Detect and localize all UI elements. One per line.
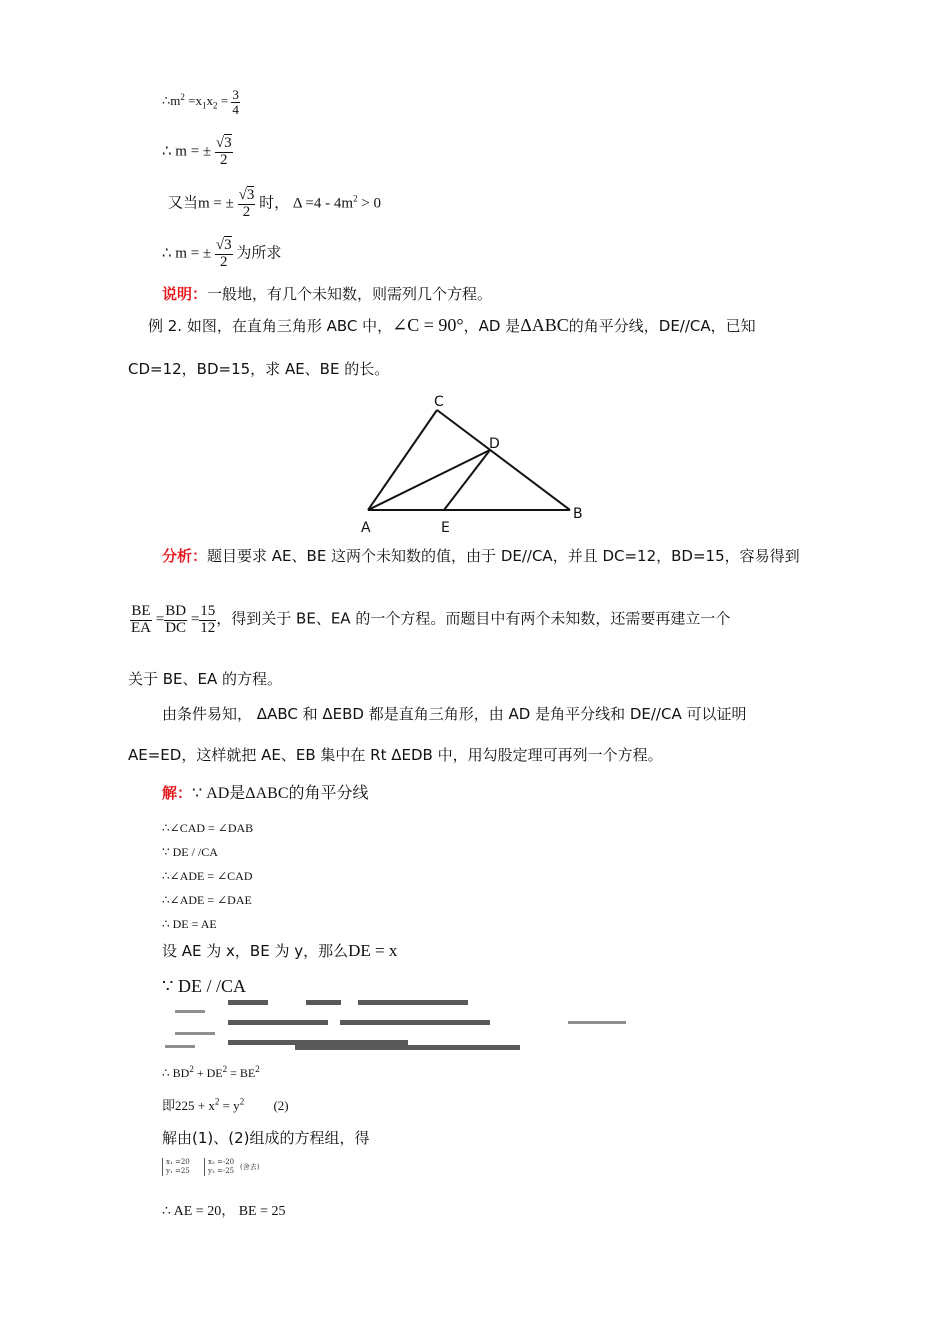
eq-m-value bbox=[162, 136, 233, 169]
label-c: C bbox=[434, 394, 444, 410]
text: ∴ BD bbox=[162, 1066, 190, 1080]
text: = BE bbox=[227, 1066, 256, 1080]
label-d: D bbox=[489, 436, 500, 452]
delta-symbol: Δ bbox=[391, 746, 402, 764]
text: ，AD 是 bbox=[463, 317, 521, 335]
delta-symbol: Δ bbox=[322, 705, 333, 723]
triangle-figure bbox=[355, 390, 595, 535]
equation-tag: (2) bbox=[273, 1098, 289, 1113]
numerator: BD bbox=[165, 603, 187, 619]
blur-mark bbox=[306, 1000, 341, 1005]
denominator: DC bbox=[165, 619, 187, 636]
segment-de bbox=[444, 450, 490, 510]
text: ∴∠CAD = ∠DAB bbox=[162, 821, 254, 835]
numerator: √3 bbox=[215, 237, 232, 253]
label-e: E bbox=[441, 520, 450, 535]
text: AE=ED，这样就把 AE、EB 集中在 Rt bbox=[128, 746, 387, 764]
radicand: 3 bbox=[224, 135, 232, 151]
text: 关于 BE、EA 的方程。 bbox=[128, 670, 283, 688]
text: 解由(1)、(2)组成的方程组，得 bbox=[162, 1129, 370, 1147]
blur-mark bbox=[165, 1045, 195, 1048]
note-label: 说明： bbox=[162, 285, 208, 303]
fraction bbox=[215, 238, 233, 271]
blur-mark bbox=[340, 1020, 490, 1025]
text: ∵ DE / /CA bbox=[162, 976, 246, 996]
text: ∴ m = ± bbox=[162, 245, 212, 262]
system-bracket-2 bbox=[204, 1158, 234, 1176]
analysis-line-3 bbox=[128, 668, 282, 689]
text: 题目要求 AE、BE 这两个未知数的值，由于 DE//CA，并且 DC=12，BD=15，容易得到 bbox=[207, 547, 800, 565]
fraction bbox=[130, 604, 152, 637]
text: + DE bbox=[193, 1066, 223, 1080]
text: 设 AE 为 x，BE 为 y，那么 bbox=[162, 942, 349, 960]
blur-mark bbox=[568, 1021, 626, 1024]
numerator: BE bbox=[131, 603, 151, 619]
analysis-line-1 bbox=[162, 545, 800, 566]
fraction bbox=[199, 604, 216, 637]
text: ∵ AD是ΔABC的角平分线 bbox=[192, 785, 369, 802]
text: 又当m = ± bbox=[168, 195, 234, 212]
text: x bbox=[206, 93, 213, 109]
solution-step-5 bbox=[162, 917, 217, 932]
fraction bbox=[238, 188, 256, 221]
system-value: x₂ =-20 bbox=[208, 1158, 235, 1166]
text: = bbox=[220, 93, 229, 109]
blur-mark bbox=[358, 1000, 468, 1005]
solution-solve-line bbox=[162, 1127, 370, 1148]
radicand: 3 bbox=[246, 187, 255, 203]
exponent: 2 bbox=[239, 1096, 245, 1107]
numerator: √3 bbox=[238, 187, 255, 203]
radicand: 3 bbox=[224, 237, 232, 253]
blur-mark bbox=[295, 1045, 520, 1050]
segment-ad bbox=[368, 450, 490, 510]
example-line-1 bbox=[148, 315, 756, 336]
text: 的角平分线，DE//CA，已知 bbox=[568, 317, 756, 335]
system-value: x₁ =20 bbox=[166, 1158, 190, 1166]
subscript: 2 bbox=[212, 100, 218, 111]
analysis-line-5 bbox=[128, 744, 663, 765]
text: =x bbox=[188, 93, 202, 109]
system-bracket-1 bbox=[162, 1158, 190, 1176]
subscript: 1 bbox=[201, 100, 207, 111]
delta-symbol: Δ bbox=[256, 705, 268, 723]
solution-first-line bbox=[162, 780, 369, 803]
denominator: 12 bbox=[200, 619, 216, 636]
note-text: 一般地，有几个未知数，则需列几个方程。 bbox=[207, 285, 493, 303]
text: ，得到关于 BE、EA 的一个方程。而题目中有两个未知数，还需要再建立一个 bbox=[216, 609, 731, 628]
solution-step-3 bbox=[162, 869, 253, 884]
denominator: 2 bbox=[242, 203, 251, 220]
text: ABC 和 bbox=[267, 705, 318, 723]
exponent: 2 bbox=[214, 1096, 220, 1107]
analysis-ratio-line: $\frac{BE}{EA}$ = $\frac{BD}{DC}$ = $\frac{15}{12}$ ，得到关于 BE、EA 的一个方程。而题目中有两个未知数，还需要再建立一个 bbox=[131, 603, 731, 636]
fraction bbox=[164, 604, 187, 637]
solution-pythagoras bbox=[162, 1064, 260, 1081]
analysis-label: 分析： bbox=[162, 547, 208, 565]
text: 为所求 bbox=[236, 245, 282, 262]
numerator: √3 bbox=[215, 135, 232, 151]
exponent: 2 bbox=[180, 91, 185, 102]
solution-because-parallel bbox=[162, 976, 246, 997]
solution-equation-2 bbox=[162, 1095, 289, 1114]
fraction bbox=[215, 136, 233, 169]
text: = y bbox=[219, 1098, 240, 1113]
blur-mark bbox=[175, 1010, 205, 1013]
eq-m-squared bbox=[162, 88, 240, 116]
text: ∴m bbox=[162, 93, 181, 109]
text: ∴ m = ± bbox=[162, 143, 212, 160]
solution-set-vars bbox=[162, 940, 397, 961]
blur-mark bbox=[228, 1000, 268, 1005]
text: ∵ DE / /CA bbox=[162, 845, 218, 859]
exponent: 2 bbox=[353, 193, 358, 204]
solution-step-1 bbox=[162, 821, 253, 836]
system-value: y₁ =25 bbox=[166, 1167, 190, 1175]
text: > 0 bbox=[357, 195, 382, 212]
denominator: 2 bbox=[220, 253, 228, 270]
exponent: 2 bbox=[189, 1064, 194, 1074]
note-line bbox=[162, 283, 492, 304]
denominator: 4 bbox=[232, 101, 239, 117]
exponent: 2 bbox=[255, 1064, 260, 1074]
solution-system bbox=[162, 1158, 282, 1184]
solution-step-4 bbox=[162, 893, 252, 908]
solution-answer bbox=[162, 1200, 285, 1220]
numerator: 3 bbox=[232, 87, 239, 102]
numerator: 15 bbox=[200, 603, 216, 619]
analysis-line-4 bbox=[162, 703, 746, 724]
side-cb bbox=[437, 410, 570, 510]
solution-step-2 bbox=[162, 845, 218, 860]
text: CD=12，BD=15，求 AE、BE 的长。 bbox=[128, 360, 390, 378]
exponent: 2 bbox=[222, 1064, 228, 1074]
text: EBD 都是直角三角形，由 AD 是角平分线和 DE//CA 可以证明 bbox=[332, 705, 747, 723]
text: DE = x bbox=[348, 941, 398, 960]
eq-discriminant-check bbox=[168, 188, 381, 221]
eq-m-result bbox=[162, 238, 281, 271]
text: EDB 中，用勾股定理可再列一个方程。 bbox=[401, 746, 663, 764]
side-ac bbox=[368, 410, 437, 510]
angle-expr: ∠C = 90° bbox=[392, 315, 464, 335]
label-a: A bbox=[361, 520, 371, 535]
fraction bbox=[231, 88, 240, 116]
text: ∴∠ADE = ∠DAE bbox=[162, 893, 252, 907]
triangle-expr: ΔABC bbox=[520, 315, 569, 335]
denominator: EA bbox=[131, 619, 151, 636]
text: ∴∠ADE = ∠CAD bbox=[162, 869, 253, 883]
text: 例 2. 如图，在直角三角形 ABC 中， bbox=[148, 317, 393, 335]
blur-mark bbox=[175, 1032, 215, 1035]
text: 时， Δ =4 - 4m bbox=[259, 195, 354, 212]
text: ∴ AE = 20， BE = 25 bbox=[162, 1204, 286, 1219]
label-b: B bbox=[573, 506, 583, 522]
text: 由条件易知， bbox=[162, 705, 253, 723]
blur-mark bbox=[228, 1020, 328, 1025]
discard-note: (舍去) bbox=[240, 1163, 260, 1171]
solution-label: 解： bbox=[162, 784, 193, 802]
denominator: 2 bbox=[220, 151, 228, 168]
example-line-2 bbox=[128, 358, 389, 379]
text: ∴ DE = AE bbox=[162, 917, 217, 931]
text: 即225 + x bbox=[162, 1098, 215, 1113]
system-value: y₂ =-25 bbox=[208, 1167, 235, 1175]
